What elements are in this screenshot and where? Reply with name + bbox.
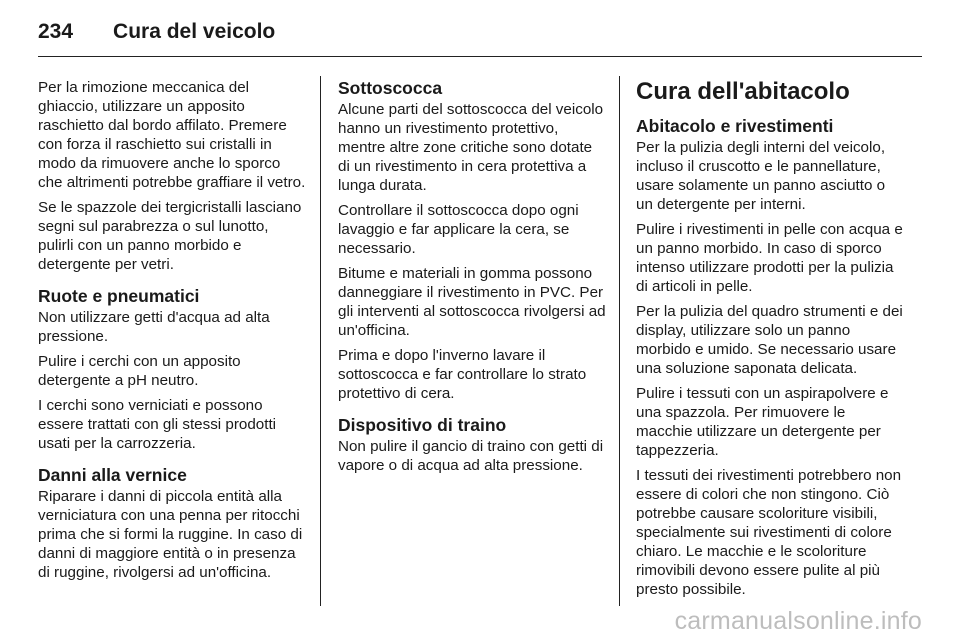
- paragraph: Pulire i tessuti con un aspirapolvere e una spazzola. Per rimuovere le macchie utilizzare un detergente per tappezzeria.: [636, 385, 889, 459]
- paragraph: Per la rimozione meccanica del ghiaccio, utilizzare un apposito raschietto dal bordo affilato. Premere con forza il raschietto sui cristalli in modo da rimuovere anche lo sporco che altrimenti potrebbe graffiare il vetro.: [38, 79, 306, 191]
- page-header: [38, 14, 275, 50]
- paragraph: Prima e dopo l'inverno lavare il sottoscocca e far controllare lo strato protettivo di cera.: [338, 347, 587, 402]
- section-heading-underbody: Sottoscocca: [338, 78, 443, 98]
- column-2: [338, 78, 606, 481]
- paragraph: Alcune parti del sottoscocca del veicolo hanno un rivestimento protettivo, mentre altre zone critiche sono dotate di un rivestimento in cera protettiva a lunga durata.: [338, 101, 604, 194]
- section-heading-interior: Abitacolo e rivestimenti: [636, 116, 834, 136]
- chapter-title: Cura del veicolo: [113, 20, 276, 43]
- paragraph: I cerchi sono verniciati e possono essere trattati con gli stessi prodotti usati per la carrozzeria.: [38, 397, 277, 452]
- column-divider-2: [619, 76, 620, 606]
- column-divider-1: [320, 76, 321, 606]
- column-1: [38, 78, 308, 588]
- column-3: [636, 78, 906, 605]
- section-heading-towing: Dispositivo di traino: [338, 415, 507, 435]
- paragraph: Pulire i cerchi con un apposito detergente a pH neutro.: [38, 353, 241, 389]
- paragraph: Per la pulizia del quadro strumenti e dei display, utilizzare solo un panno morbido e umido. Se necessario usare una soluzione saponata delicata.: [636, 303, 903, 377]
- header-rule: [38, 56, 922, 57]
- paragraph: Se le spazzole dei tergicristalli lasciano segni sul parabrezza o sul lunotto, pulirli con un panno morbido e detergente per vetri.: [38, 199, 302, 273]
- section-title-interior-care: Cura dell'abitacolo: [636, 78, 850, 105]
- paragraph: I tessuti dei rivestimenti potrebbero non essere di colori che non stingono. Ciò potrebbe causare scoloriture visibili, specialmente sui rivestimenti di colore chiaro. Le macchie e le scoloriture rimovibili devono essere pulite al più presto possibile.: [636, 467, 902, 598]
- section-heading-paint: Danni alla vernice: [38, 465, 187, 485]
- section-heading-wheels: Ruote e pneumatici: [38, 286, 200, 306]
- paragraph: Per la pulizia degli interni del veicolo, incluso il cruscotto e le pannellature, usare solamente un panno asciutto o un detergente per interni.: [636, 139, 886, 213]
- paragraph: Non pulire il gancio di traino con getti di vapore o di acqua ad alta pressione.: [338, 438, 604, 474]
- page-number: 234: [38, 20, 74, 43]
- paragraph: Riparare i danni di piccola entità alla verniciatura con una penna per ritocchi prima che si formi la ruggine. In caso di danni di maggiore entità o in presenza di ruggine, rivolgersi ad un'officina.: [38, 488, 303, 581]
- paragraph: Pulire i rivestimenti in pelle con acqua e un panno morbido. In caso di sporco intenso utilizzare prodotti per la pulizia di articoli in pelle.: [636, 221, 903, 295]
- watermark: carmanualsonline.info: [674, 607, 922, 635]
- paragraph: Non utilizzare getti d'acqua ad alta pressione.: [38, 309, 270, 345]
- paragraph: Bitume e materiali in gomma possono danneggiare il rivestimento in PVC. Per gli interventi al sottoscocca rivolgersi ad un'officina.: [338, 265, 606, 339]
- paragraph: Controllare il sottoscocca dopo ogni lavaggio e far applicare la cera, se necessario.: [338, 202, 579, 257]
